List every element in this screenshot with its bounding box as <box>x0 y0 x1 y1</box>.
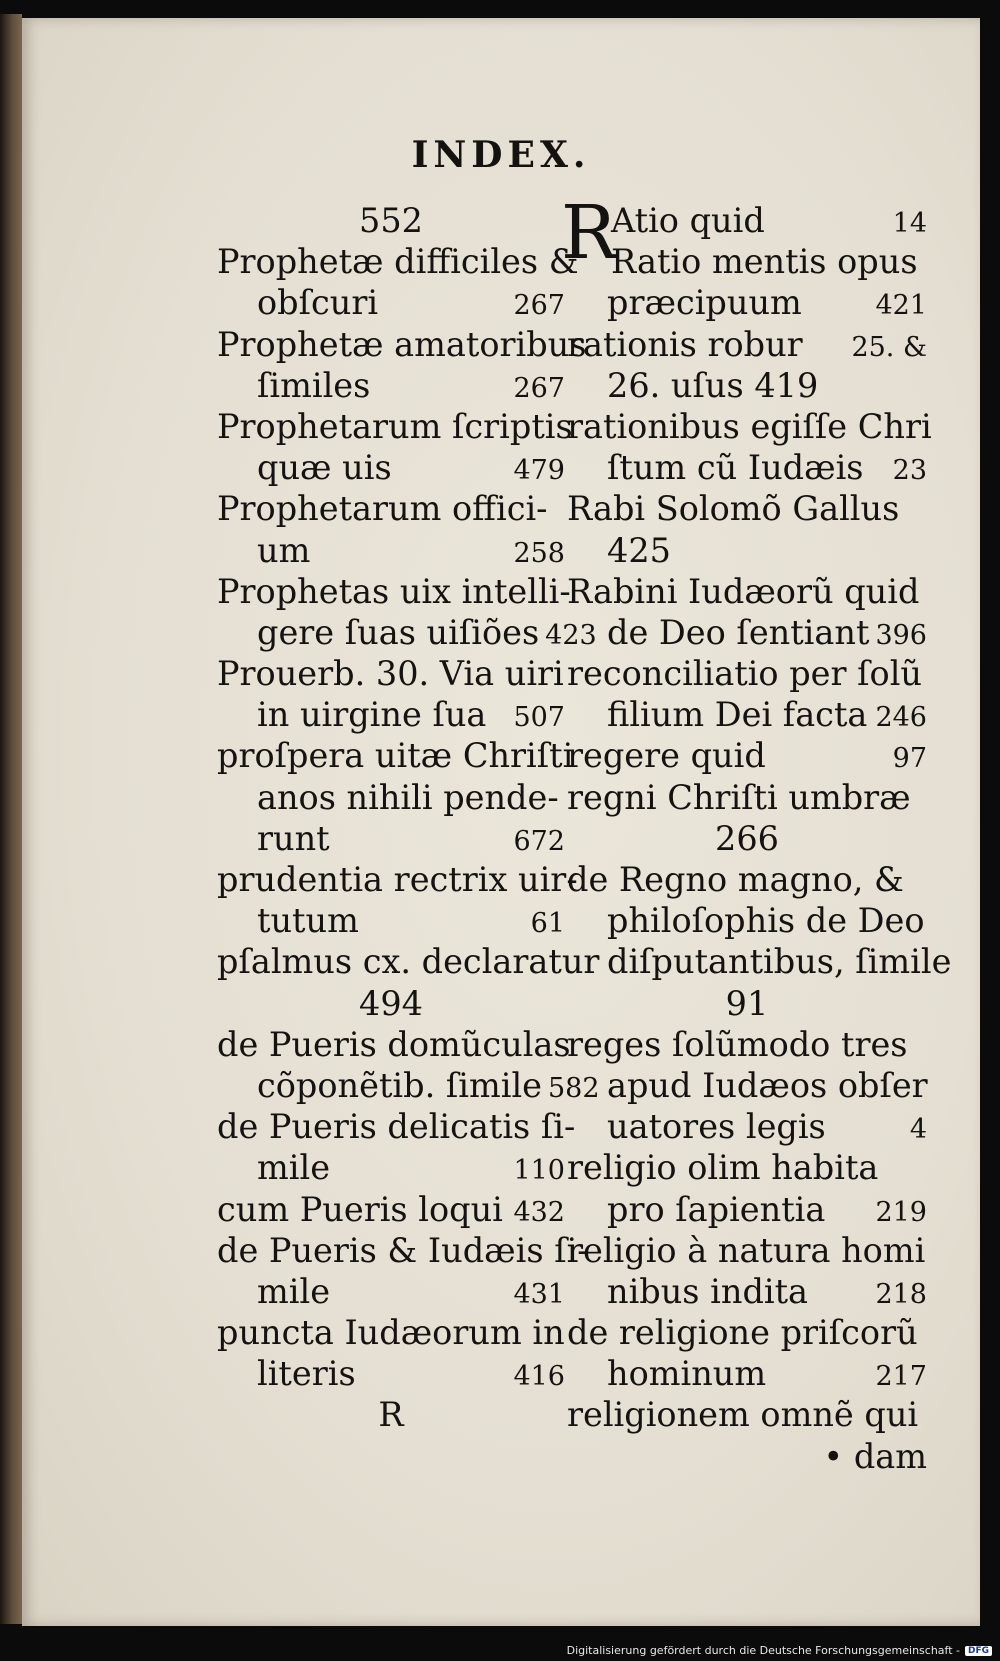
page-reference: 431 <box>513 1278 565 1310</box>
entry-text: proſpera uitæ Chriſti <box>217 736 574 776</box>
entry-text: de Deo ſentiant <box>607 612 870 652</box>
index-entry-line <box>567 530 927 571</box>
entry-text: rationis robur <box>567 324 803 364</box>
entry-text: gere ſuas uiſiões <box>257 612 540 652</box>
index-entry-line <box>567 365 927 406</box>
index-entry-line <box>567 406 932 447</box>
entry-text: in uirgine ſua <box>257 695 487 735</box>
page-reference: 23 <box>892 455 927 487</box>
index-entry-line <box>217 694 565 735</box>
drop-cap-letter: R <box>561 190 617 276</box>
index-entry-line <box>217 1312 565 1353</box>
index-entry-line <box>217 406 573 447</box>
index-entry-line <box>567 1024 927 1065</box>
entry-text: Prophetæ difficiles & <box>217 242 579 282</box>
index-entry-line <box>567 653 927 694</box>
entry-text: literis <box>257 1354 356 1394</box>
index-entry-line <box>567 735 927 776</box>
page-reference: 14 <box>892 208 927 239</box>
index-entry-line <box>567 612 927 653</box>
index-entry-line <box>567 900 927 941</box>
entry-text: Prophetas uix intelli- <box>217 571 571 611</box>
entry-text: R <box>378 1395 404 1435</box>
entry-text: Prophetarum offici- <box>217 489 548 529</box>
entry-text: mile <box>257 1148 331 1188</box>
entry-text: runt <box>257 818 330 858</box>
index-entry-line <box>217 1024 571 1065</box>
index-entry-line <box>217 1065 600 1106</box>
index-entry-line <box>217 735 574 776</box>
entry-text: religionem omnẽ qui <box>567 1395 919 1435</box>
index-entry-line <box>567 1147 927 1188</box>
index-entry-line <box>217 941 600 982</box>
entry-text: Atio quid <box>611 201 765 240</box>
index-entry-line <box>217 1106 576 1147</box>
page-reference: 110 <box>513 1155 565 1187</box>
page-reference: 479 <box>513 455 565 487</box>
entry-text: Prouerb. 30. Via uiri <box>217 654 564 694</box>
index-entry-line <box>217 1147 565 1188</box>
index-entry-line <box>217 983 565 1024</box>
index-entry-line <box>567 859 927 900</box>
page-reference: 432 <box>513 1196 565 1228</box>
index-entry-line <box>567 941 952 982</box>
index-entry-line <box>567 1230 927 1271</box>
index-entry-line <box>567 282 927 323</box>
index-entry-line <box>567 447 927 488</box>
entry-text: 266 <box>715 818 779 858</box>
entry-text: nibus indita <box>607 1271 809 1311</box>
index-entry-line <box>217 1394 565 1435</box>
index-entry-line <box>217 777 565 818</box>
page-reference: 421 <box>875 290 927 322</box>
index-entry-line <box>217 365 565 406</box>
entry-text: Prophetæ amatoribus <box>217 324 587 364</box>
entry-text: prudentia rectrix uir- <box>217 860 578 899</box>
book-page <box>22 18 980 1626</box>
entry-text: tutum <box>257 901 359 941</box>
page-reference: 416 <box>513 1361 565 1393</box>
entry-text: philoſophis de Deo <box>607 901 925 941</box>
entry-text: cõponẽtib. ſimile <box>257 1065 542 1105</box>
entry-text: pſalmus cx. declaratur <box>217 942 600 982</box>
page-reference: 4 <box>909 1114 927 1146</box>
index-entry-line <box>567 1436 927 1477</box>
index-entry-line <box>567 1271 927 1312</box>
index-entry-line <box>567 1353 927 1394</box>
entry-text: de Pueris & Iudæis ſi- <box>217 1230 589 1270</box>
page-reference: 267 <box>513 372 565 404</box>
page-reference: 507 <box>513 702 565 734</box>
entry-text: um <box>257 530 311 570</box>
entry-text: religio à natura homi <box>567 1230 926 1270</box>
entry-text: 552 <box>359 201 423 240</box>
index-entry-line <box>217 818 565 859</box>
entry-text: 494 <box>359 983 423 1023</box>
entry-text: ſimiles <box>257 365 371 405</box>
page-reference: 97 <box>892 743 927 775</box>
page-reference: 267 <box>513 290 565 322</box>
entry-text: obſcuri <box>257 283 379 323</box>
index-entry-line <box>567 818 927 859</box>
index-column-right <box>561 190 952 1477</box>
page-reference: 25. & <box>851 331 927 363</box>
index-entry-line <box>217 282 565 323</box>
entry-text: de religione priſcorũ <box>567 1313 918 1353</box>
index-entry-line <box>217 900 565 941</box>
entry-text: apud Iudæos obſer <box>607 1065 928 1105</box>
index-entry-line <box>217 859 578 900</box>
entry-text: 26. uſus 419 <box>607 365 819 405</box>
index-entry-line <box>217 447 565 488</box>
page-reference: 258 <box>513 537 565 569</box>
index-entry-line <box>567 488 927 529</box>
index-entry-line <box>567 694 927 735</box>
credit-text: Digitalisierung gefördert durch die Deutsche Forschungsgemeinschaft - <box>566 1644 960 1657</box>
entry-text: regere quid <box>567 736 766 776</box>
entry-text: ſtum cũ Iudæis <box>607 448 864 488</box>
entry-text: reges ſolũmodo tres <box>567 1024 908 1064</box>
entry-text: rationibus egiſſe Chri <box>567 406 932 446</box>
entry-text: Rabini Iudæorũ quid <box>567 571 920 611</box>
index-entry-line <box>567 1065 927 1106</box>
entry-text: mile <box>257 1271 331 1311</box>
page-reference: 218 <box>875 1278 927 1310</box>
index-entry-line <box>567 241 927 282</box>
index-entry-line <box>217 653 565 694</box>
index-entry-line <box>217 1353 565 1394</box>
entry-text: puncta Iudæorum in <box>217 1313 565 1353</box>
index-entry-line <box>567 1394 927 1435</box>
index-entry-line <box>217 571 571 612</box>
entry-text: 91 <box>725 983 769 1023</box>
index-entry-line <box>217 488 565 529</box>
digitization-credit <box>567 1644 992 1657</box>
page-title: INDEX. <box>411 134 591 176</box>
index-entry-line <box>217 324 587 365</box>
entry-text: Prophetarum ſcriptis <box>217 406 573 446</box>
page-reference: 246 <box>875 702 927 734</box>
index-entry-line <box>567 324 927 365</box>
page-reference: 582 <box>548 1072 600 1104</box>
index-entry-line <box>217 241 579 282</box>
entry-text: anos nihili pende- <box>257 777 559 817</box>
entry-text: pro ſapientia <box>607 1189 826 1229</box>
entry-text: filium Dei facta <box>607 695 868 735</box>
index-entry-line <box>567 571 927 612</box>
entry-text: de Pueris delicatis ſi- <box>217 1107 576 1147</box>
entry-text: 425 <box>607 530 671 570</box>
index-entry-line <box>217 612 597 653</box>
index-entry-line <box>567 1106 927 1147</box>
index-entry-line <box>217 1271 565 1312</box>
entry-text: de Pueris domũculas <box>217 1024 571 1064</box>
entry-text: Rabi Solomõ Gallus <box>567 489 900 529</box>
page-reference: 217 <box>875 1361 927 1393</box>
page-reference: 672 <box>513 825 565 857</box>
entry-text: Ratio mentis opus <box>611 242 918 282</box>
index-entry-line <box>567 983 927 1024</box>
page-reference: 219 <box>875 1196 927 1228</box>
index-entry-line <box>567 1312 927 1353</box>
index-column-left <box>217 200 600 1436</box>
index-entry-line <box>567 777 927 818</box>
entry-text: cum Pueris loqui <box>217 1189 503 1229</box>
page-reference: 61 <box>530 908 565 940</box>
entry-text: diſputantibus, ſimile <box>607 942 952 982</box>
page-reference: 423 <box>545 619 597 651</box>
entry-text: uatores legis <box>607 1107 826 1147</box>
entry-text: religio olim habita <box>567 1148 879 1188</box>
entry-text: quæ uis <box>257 448 392 488</box>
entry-text: de Regno magno, & <box>567 860 904 899</box>
entry-text: regni Chriſti umbræ <box>567 777 911 817</box>
entry-text: reconciliatio per ſolũ <box>567 654 923 694</box>
index-entry-line <box>217 1230 589 1271</box>
entry-text: • dam <box>823 1436 927 1476</box>
entry-text: præcipuum <box>607 283 802 323</box>
dfg-logo: DFG <box>965 1646 992 1656</box>
entry-text: hominum <box>607 1354 767 1394</box>
index-entry-line <box>217 200 565 241</box>
index-entry-line <box>217 530 565 571</box>
index-entry-line <box>217 1189 565 1230</box>
index-entry-line <box>567 1189 927 1230</box>
book-spine-edge <box>0 14 22 1624</box>
page-reference: 396 <box>875 619 927 651</box>
